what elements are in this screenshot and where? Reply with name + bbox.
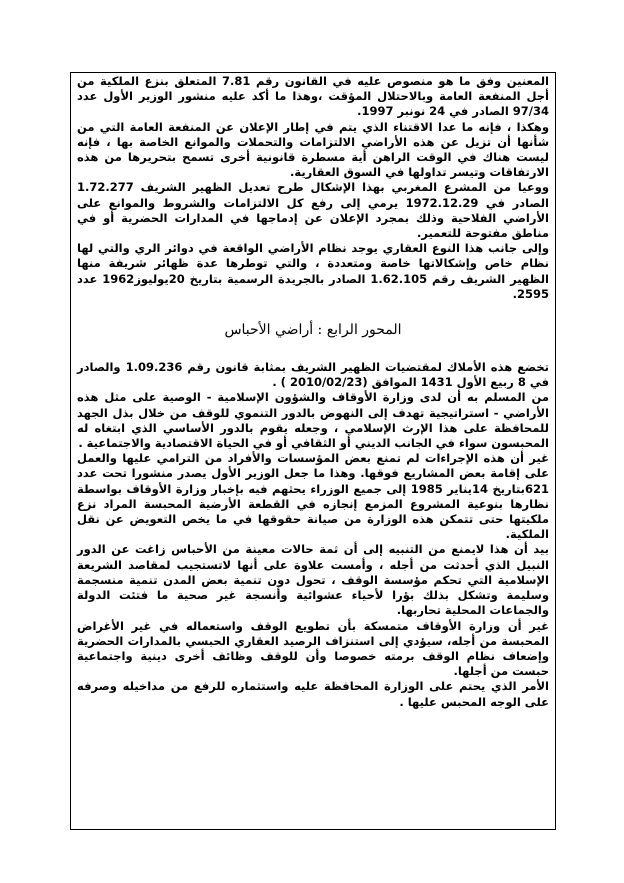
paragraph-ministry-strategy: من المسلم به أن لدى وزارة الأوقاف والشؤون الإسلامية - الوصية على مثل هذه الأراضي - استراتيجية تهدف إلى النهوض بالدور التنموي للوقف من خلال بذل الجهد للمحافظة على هذا الإرث الإسلامي ، وجعله يقوم بالدور الأساسي الذي ابتغاه له المحبسون سواء في الجانب الديني أو الثقافي أو في الحياة الاقتصادية والاجتماعية . <box>77 390 549 451</box>
paragraph-prime-minister-circular: غير أن هذه الإجراءات لم تمنع بعض المؤسسات والأفراد من الترامي عليها والعمل على إقامة بعض المشاريع فوقها. وهذا ما جعل الوزير الأول يصدر منشورا تحت عدد 621بتاريخ 14يناير 1985 إلى جميع الوزراء يحثهم فيه بإخبار وزارة الأوقاف بواسطة نظارها بنوعية المشروع المزمع إنجازه في القطعة الأرضية المحبسة المراد نزع ملكيتها حتى تتمكن هذه الوزارة من صيانة حقوقها في ما يخص التعويض عن نقل الملكية. <box>77 451 550 542</box>
paragraph-irrigation-lands: وإلى جانب هذا النوع العقاري يوجد نظام الأراضي الواقعة في دوائر الري والتي لها نظام خاص وإشكالاتها خاصة ومتعددة ، والتي توطرها عدة ظهائر شريفة منها الظهير الشريف رقم 1.62.105 الصادر بالجريدة الرسمية بتاريخ 20يوليوز1962 عدد 2595. <box>77 241 550 301</box>
section-title: المحور الرابع : أراضي الأحباس <box>224 322 402 339</box>
paragraph-no-procedure: وهكذا ، فإنه ما عدا الاقتناء الذي يتم في إطار الإعلان عن المنفعة العامة التي من شأنها أن تزيل عن هذه الأراضي الالتزامات والتحملات والموانع الخاصة بها ، فإنه ليست هناك في الوقت الراهن أية مسطرة قانونية أخرى تسمح بتحريرها من هذه الارتفاقات وتيسر تداولها في السوق العقارية. <box>77 119 549 180</box>
paragraph-ministry-position: غير أن وزارة الأوقاف متمسكة بأن تطويع الوقف واستعماله في غير الأغراض المحبسة من أجله، سيؤدي إلى استنزاف الرصيد العقاري الحبسي بالمدارات الحضرية وإضعاف نظام الوقف برمته خصوصا وأن للوقف وظائف أخرى دينية واجتماعية حبست من أجلها. <box>77 618 549 679</box>
document-frame <box>70 72 556 830</box>
paragraph-conclusion: الأمر الذي يحتم على الوزارة المحافظة عليه واستثماره للرفع من مداخيله وصرفه على الوجه المحبس عليها . <box>77 679 549 709</box>
paragraph-dahir-amendment: ووعيا من المشرع المغربي بهذا الإشكال طرح تعديل الظهير الشريف 1.72.277 الصادر في 1972.12.29 يرمي إلى رفع كل الالتزامات والشروط والموانع على الأراضي الفلاحية وذلك بمجرد الإعلان عن إدماجها في المدارات الحضرية أو في مناطق مفتوحة للتعمير. <box>77 180 549 241</box>
paragraph-habous-law: تخضع هذه الأملاك لمقتضيات الظهير الشريف بمثابة قانون رقم 1.09.236 والصادر في 8 ربيع الأول 1431 الموافق (2010/02/23 ) . <box>77 360 549 390</box>
paragraph-deviant-habous: بيد أن هذا لايمنع من التنبيه إلى أن ثمة حالات معينة من الأحباس زاغت عن الدور النبيل الذي أحدثت من أجله ، وأمست علاوة على أنها لاتستجيب لمقاصد الشريعة الإسلامية التي تحكم مؤسسة الوقف ، تحول دون تنمية بعض المدن تنمية منسجمة وسليمة وتشكل بذلك بؤرا لأحياء عشوائية وأنسجة غير صحية ما فتئت الدولة والجماعات المحلية تحاربها. <box>77 542 549 618</box>
paragraph-expropriation: المعنين وفق ما هو منصوص عليه في القانون رقم 7.81 المتعلق بنزع الملكية من أجل المنفعة العامة وبالاحتلال المؤقت ،وهذا ما أكد عليه منشور الوزير الأول عدد 97/34 الصادر في 24 نونبر 1997. <box>77 74 549 119</box>
